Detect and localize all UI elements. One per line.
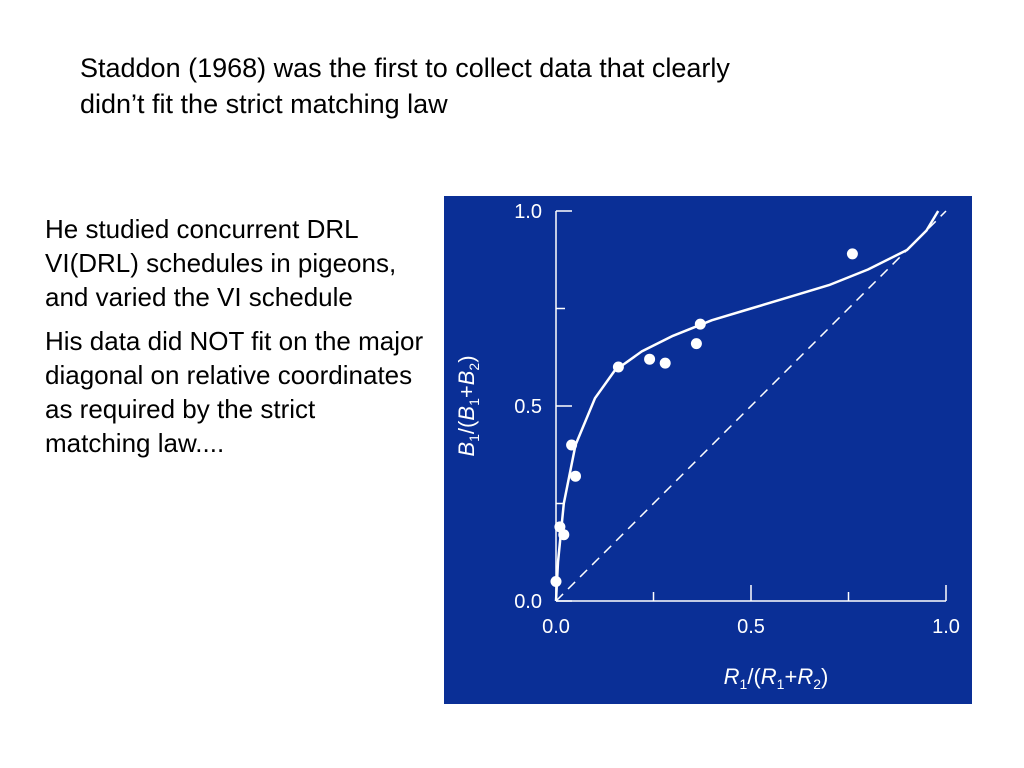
y-tick-label: 0.0 bbox=[514, 591, 542, 613]
title-line-1: Staddon (1968) was the first to collect data that clearly bbox=[80, 53, 730, 83]
data-point bbox=[660, 358, 671, 369]
data-point bbox=[691, 338, 702, 349]
x-tick-label: 0.0 bbox=[542, 616, 570, 638]
fitted-curve bbox=[556, 211, 938, 601]
title-line-2: didn’t fit the strict matching law bbox=[80, 89, 448, 119]
y-tick-label: 1.0 bbox=[514, 201, 542, 223]
body-text bbox=[45, 212, 425, 470]
data-point bbox=[847, 248, 858, 259]
data-point bbox=[570, 471, 581, 482]
x-tick-label: 0.5 bbox=[737, 616, 765, 638]
paragraph-2: His data did NOT fit on the major diagonal on relative coordinates as required by the strict matching law.... bbox=[45, 326, 424, 458]
matching-diagonal-line bbox=[556, 211, 946, 601]
chart-panel bbox=[444, 196, 972, 704]
paragraph-1: He studied concurrent DRL VI(DRL) schedules in pigeons, and varied the VI schedule bbox=[45, 214, 397, 312]
x-axis-label: $R_1/(R_1+R_2)$ bbox=[723, 664, 829, 692]
plot-area bbox=[551, 211, 947, 601]
y-axis-label: $B_1/(B_1+B_2)$ bbox=[454, 355, 482, 457]
y-tick-label: 0.5 bbox=[514, 396, 542, 418]
data-point bbox=[644, 354, 655, 365]
matching-chart bbox=[444, 196, 972, 704]
slide-title bbox=[80, 50, 980, 122]
x-tick-label: 1.0 bbox=[932, 616, 960, 638]
